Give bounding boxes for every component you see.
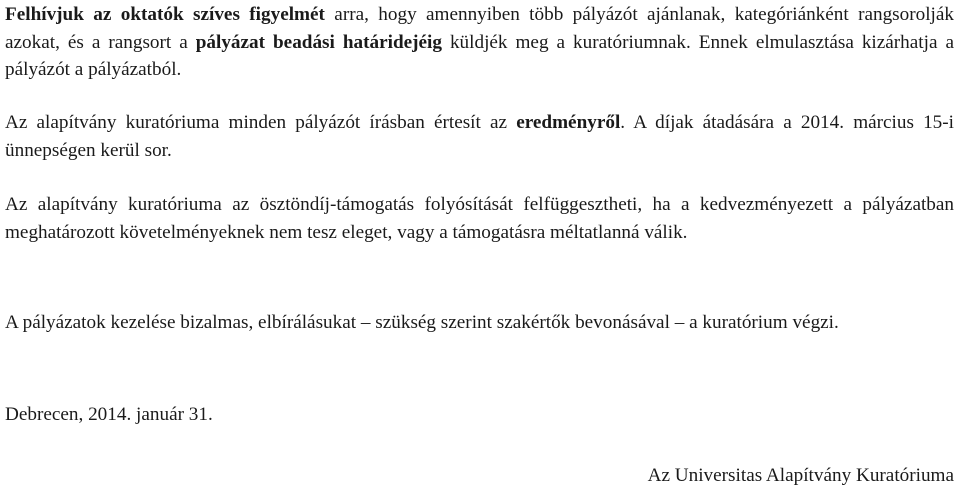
emphasis-results: eredményről [516, 112, 621, 133]
paragraph-ranking-notice [5, 1, 954, 84]
emphasis-attention: Felhívjuk az oktatók szíves figyelmét [5, 4, 325, 25]
paragraph-text: . A díjak átadására a 2014. március 15-i ünnepségen kerül sor. [5, 112, 954, 161]
date-text: Debrecen, 2014. január 31. [5, 404, 213, 425]
date-line [5, 401, 954, 429]
emphasis-deadline: pályázat beadási határidejéig [195, 31, 442, 53]
paragraph-results-notice [5, 109, 954, 164]
signature-line: Az Universitas Alapítvány Kuratóriuma [647, 465, 954, 486]
paragraph-text: küldjék meg a kuratóriumnak. Ennek elmulasztása kizárhatja a pályázót a pályázatból. [5, 31, 954, 80]
paragraph-text: Az alapítvány kuratóriuma az ösztöndíj-támogatás folyósítását felfüggesztheti, ha a kedvezményezett a pályázatban meghatározott követelményeknek nem tesz eleget, vagy a támogatásra méltatlanná válik. [5, 194, 954, 243]
paragraph-confidentiality-notice [5, 309, 954, 337]
paragraph-text: A pályázatok kezelése bizalmas, elbírálásukat – szükség szerint szakértők bevonásával – a kuratórium végzi. [5, 312, 839, 333]
paragraph-text: Az alapítvány kuratóriuma minden pályázót írásban értesít az [5, 112, 517, 133]
paragraph-suspension-notice [5, 191, 954, 246]
paragraph-text: arra, hogy amennyiben több pályázót ajánlanak, kategóriánként rangsorolják azokat, és a rangsort a [5, 4, 954, 53]
